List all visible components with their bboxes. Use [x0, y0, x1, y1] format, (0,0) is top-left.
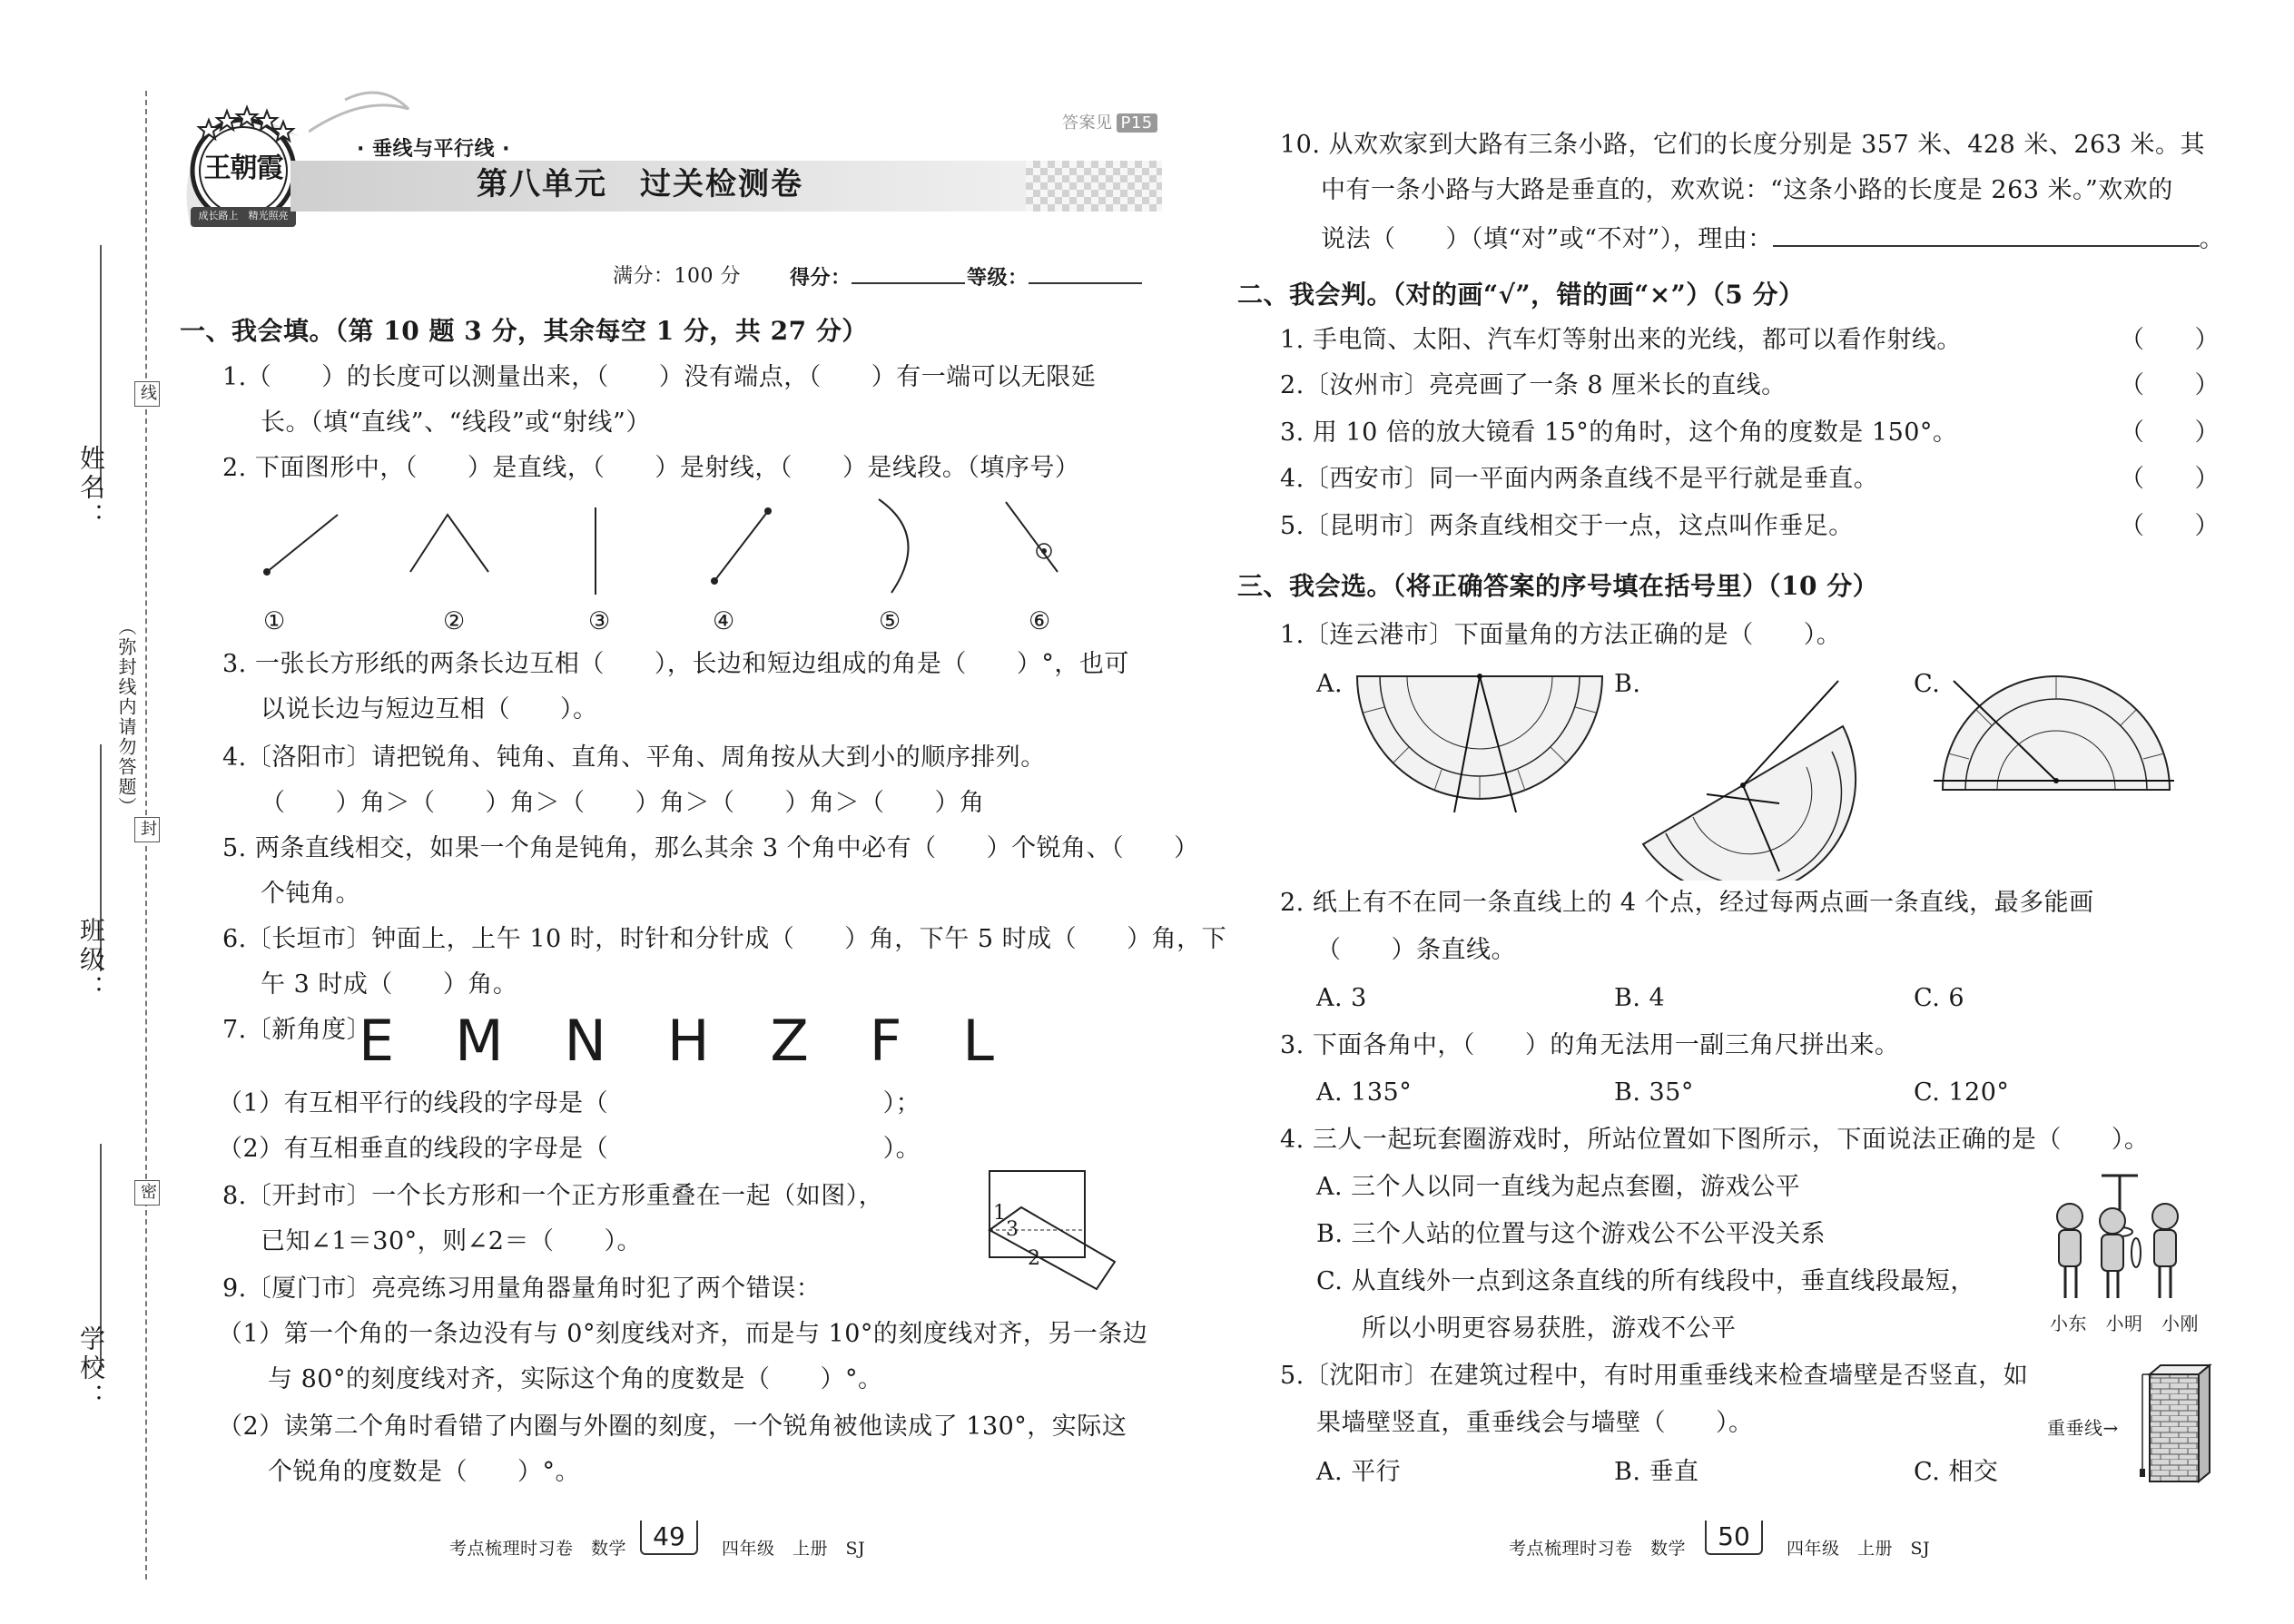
choice4-option-a: A. 三个人以同一直线为起点套圈，游戏公平: [1316, 1173, 1801, 1201]
logo-subtext: 成长路上 精光照亮: [198, 210, 289, 221]
right-footer-text: 考点梳理时习卷 数学: [1509, 1539, 1687, 1559]
choice1-option-b: B.: [1614, 670, 1641, 698]
binding-mark-secret: 密: [134, 1180, 160, 1206]
protractor-c-figure: [1934, 667, 2179, 803]
q6-line2: 午 3 时成（ ）角。: [261, 970, 518, 999]
choice2-line2: （ ）条直线。: [1316, 936, 1516, 964]
choice3-option-a: A. 135°: [1316, 1078, 1413, 1107]
choice2-option-c: C. 6: [1914, 984, 1965, 1012]
choice5-option-c: C. 相交: [1914, 1458, 1999, 1486]
choice5-option-b: B. 垂直: [1614, 1458, 1699, 1486]
q4-line1: 4.〔洛阳市〕请把锐角、钝角、直角、平角、周角按从大到小的顺序排列。: [222, 743, 1046, 772]
q7-letter-e: E: [359, 1008, 395, 1074]
school-label: 学校：: [76, 1325, 106, 1412]
choice2-option-a: A. 3: [1316, 984, 1367, 1012]
judge-item-3: 3. 用 10 倍的放大镜看 15°的角时，这个角的度数是 150°。: [1280, 418, 1958, 447]
choice3-line: 3. 下面各角中，（ ）的角无法用一副三角尺拼出来。: [1280, 1031, 1900, 1059]
choice5-line1: 5.〔沈阳市〕在建筑过程中，有时用重垂线来检查墙壁是否竖直，如: [1280, 1362, 2029, 1390]
q7-letter-m: M: [455, 1008, 504, 1074]
choice1-option-a: A.: [1316, 670, 1344, 698]
q9-line1: 9.〔厦门市〕亮亮练习用量角器量角时犯了两个错误：: [222, 1275, 822, 1303]
grade-blank[interactable]: [1029, 259, 1142, 284]
q7-sub2: （2）有互相垂直的线段的字母是（ ）。: [218, 1135, 921, 1163]
choice3-option-b: B. 35°: [1614, 1078, 1694, 1107]
right-page-number: 50: [1705, 1521, 1763, 1555]
judge-answer-4[interactable]: （ ）: [2120, 465, 2220, 493]
right-footer-grade: 四年级 上册 SJ: [1787, 1539, 1931, 1559]
choice4-option-c: C. 从直线外一点到这条直线的所有线段中，垂直线段最短，: [1316, 1267, 1975, 1295]
choice2-option-b: B. 4: [1614, 984, 1666, 1012]
protractor-b-figure: [1634, 672, 1879, 881]
q5-line2: 个钝角。: [261, 880, 360, 908]
q2-line1: 2. 下面图形中，（ ）是直线，（ ）是射线，（ ）是线段。（填序号）: [222, 454, 1080, 482]
q9-sub2-line1: （2）读第二个角时看错了内圈与外圈的刻度，一个锐角被他读成了 130°，实际这: [218, 1412, 1127, 1441]
q9-sub1-line1: （1）第一个角的一条边没有与 0°刻度线对齐，而是与 10°的刻度线对齐，另一条边: [218, 1320, 1148, 1348]
q2-label-2: ②: [443, 607, 466, 635]
judge-answer-3[interactable]: （ ）: [2120, 418, 2220, 447]
binding-mark-line: 线: [134, 381, 160, 407]
binding-mark-seal: 封: [134, 817, 160, 842]
ring-toss-names: 小东 小明 小刚: [2050, 1313, 2199, 1334]
q8-angle-1: 1: [993, 1202, 1007, 1225]
q7-letter-h: H: [666, 1008, 710, 1074]
q10-line1: 10. 从欢欢家到大路有三条小路，它们的长度分别是 357 米、428 米、263 米。其: [1280, 131, 2205, 159]
q2-label-4: ④: [713, 607, 735, 635]
brand-logo: [172, 100, 309, 236]
protractor-a-figure: [1353, 667, 1607, 812]
left-footer-text: 考点梳理时习卷 数学: [449, 1539, 627, 1559]
plumb-line-label: 重垂线→: [2047, 1417, 2119, 1439]
judge-answer-2[interactable]: （ ）: [2120, 371, 2220, 399]
left-page-number: 49: [640, 1521, 698, 1555]
left-footer-grade: 四年级 上册 SJ: [722, 1539, 866, 1559]
q6-line1: 6.〔长垣市〕钟面上，上午 10 时，时针和分针成（ ）角，下午 5 时成（ ）角，下: [222, 925, 1227, 953]
choice5-option-a: A. 平行: [1316, 1458, 1402, 1486]
judge-item-5: 5.〔昆明市〕两条直线相交于一点，这点叫作垂足。: [1280, 512, 1854, 540]
q10-reason-blank[interactable]: [1773, 220, 2200, 247]
judge-item-4: 4.〔西安市〕同一平面内两条直线不是平行就是垂直。: [1280, 465, 1879, 493]
answer-ref: 答案见 P15: [1062, 105, 1157, 142]
section1-title: 一、我会填。（第 10 题 3 分，其余每空 1 分，共 27 分）: [180, 316, 868, 346]
judge-item-2: 2.〔汝州市〕亮亮画了一条 8 厘米长的直线。: [1280, 371, 1787, 399]
choice1-line: 1.〔连云港市〕下面量角的方法正确的是（ ）。: [1280, 621, 1842, 649]
judge-answer-1[interactable]: （ ）: [2120, 326, 2220, 354]
q2-figures: [245, 495, 1080, 640]
q10-line2: 中有一条小路与大路是垂直的，欢欢说：“这条小路的长度是 263 米。”欢欢的: [1321, 176, 2173, 204]
q2-label-5: ⑤: [879, 607, 901, 635]
q7-prefix: 7.〔新角度〕: [222, 1016, 372, 1044]
name-label: 姓名：: [76, 445, 106, 532]
q3-line2: 以说长边与短边互相（ ）。: [261, 695, 598, 723]
choice2-line1: 2. 纸上有不在同一条直线上的 4 个点，经过每两点画一条直线，最多能画: [1280, 889, 2094, 917]
q8-angle-2: 2: [1028, 1247, 1041, 1270]
score-label: 得分：: [790, 259, 965, 297]
q2-label-3: ③: [588, 607, 611, 635]
q9-sub1-line2: 与 80°的刻度线对齐，实际这个角的度数是（ ）°。: [268, 1365, 883, 1393]
q7-letter-z: Z: [770, 1008, 809, 1074]
q7-letters: [359, 1009, 994, 1073]
grade-label: 等级：: [967, 259, 1142, 297]
choice1-option-c: C.: [1914, 670, 1941, 698]
choice4-option-b: B. 三个人站的位置与这个游戏公不公平没关系: [1316, 1220, 1826, 1248]
section3-title: 三、我会选。（将正确答案的序号填在括号里）（10 分）: [1237, 571, 1879, 601]
q3-line1: 3. 一张长方形纸的两条长边互相（ ），长边和短边组成的角是（ ）°，也可: [222, 650, 1129, 678]
q8-angle-3: 3: [1006, 1218, 1019, 1241]
q7-letter-n: N: [564, 1008, 606, 1074]
q7-letter-l: L: [962, 1008, 994, 1074]
page-title: 第八单元 过关检测卷: [477, 166, 803, 202]
choice3-option-c: C. 120°: [1914, 1078, 2010, 1107]
judge-answer-5[interactable]: （ ）: [2120, 512, 2220, 540]
title-band-checker: [1026, 161, 1162, 212]
choice4-option-c-cont: 所以小明更容易获胜，游戏不公平: [1362, 1314, 1737, 1343]
q7-letter-f: F: [869, 1008, 902, 1074]
class-label: 班级：: [76, 917, 106, 1004]
judge-item-1: 1. 手电筒、太阳、汽车灯等射出来的光线，都可以看作射线。: [1280, 326, 1962, 354]
choice5-line2: 果墙壁竖直，重垂线会与墙壁（ ）。: [1316, 1409, 1754, 1437]
ring-toss-figure: [2047, 1166, 2210, 1321]
q4-line2: （ ）角＞（ ）角＞（ ）角＞（ ）角＞（ ）角: [261, 789, 985, 817]
q5-line1: 5. 两条直线相交，如果一个角是钝角，那么其余 3 个角中必有（ ）个锐角、（ ）: [222, 834, 1199, 862]
score-blank[interactable]: [852, 259, 965, 284]
choice4-line: 4. 三人一起玩套圈游戏时，所站位置如下图所示，下面说法正确的是（ ）。: [1280, 1126, 2150, 1154]
answer-page-badge: P15: [1117, 113, 1157, 133]
q1-line1: 1.（ ）的长度可以测量出来，（ ）没有端点，（ ）有一端可以无限延: [222, 363, 1097, 391]
q8-line2: 已知∠1＝30°，则∠2＝（ ）。: [261, 1227, 642, 1255]
q9-sub2-line2: 个锐角的度数是（ ）°。: [268, 1458, 580, 1486]
binding-notice: （弥封线内请勿答题）: [115, 617, 137, 817]
q2-label-6: ⑥: [1029, 607, 1051, 635]
q7-sub1: （1）有互相平行的线段的字母是（ ）；: [218, 1089, 921, 1117]
unit-subtitle: · 垂线与平行线 ·: [357, 138, 511, 161]
q8-line1: 8.〔开封市〕一个长方形和一个正方形重叠在一起（如图），: [222, 1182, 884, 1210]
q10-line3: 说法（ ）（填“对”或“不对”），理由： 。: [1321, 220, 2224, 258]
section2-title: 二、我会判。（对的画“√”，错的画“×”）（5 分）: [1237, 280, 1805, 310]
q2-label-1: ①: [263, 607, 286, 635]
full-marks: 满分：100 分: [613, 265, 741, 288]
q1-line2: 长。（填“直线”、“线段”或“射线”）: [261, 408, 651, 437]
logo-text: 王朝霞: [203, 153, 283, 184]
wall-figure: [2124, 1362, 2215, 1489]
